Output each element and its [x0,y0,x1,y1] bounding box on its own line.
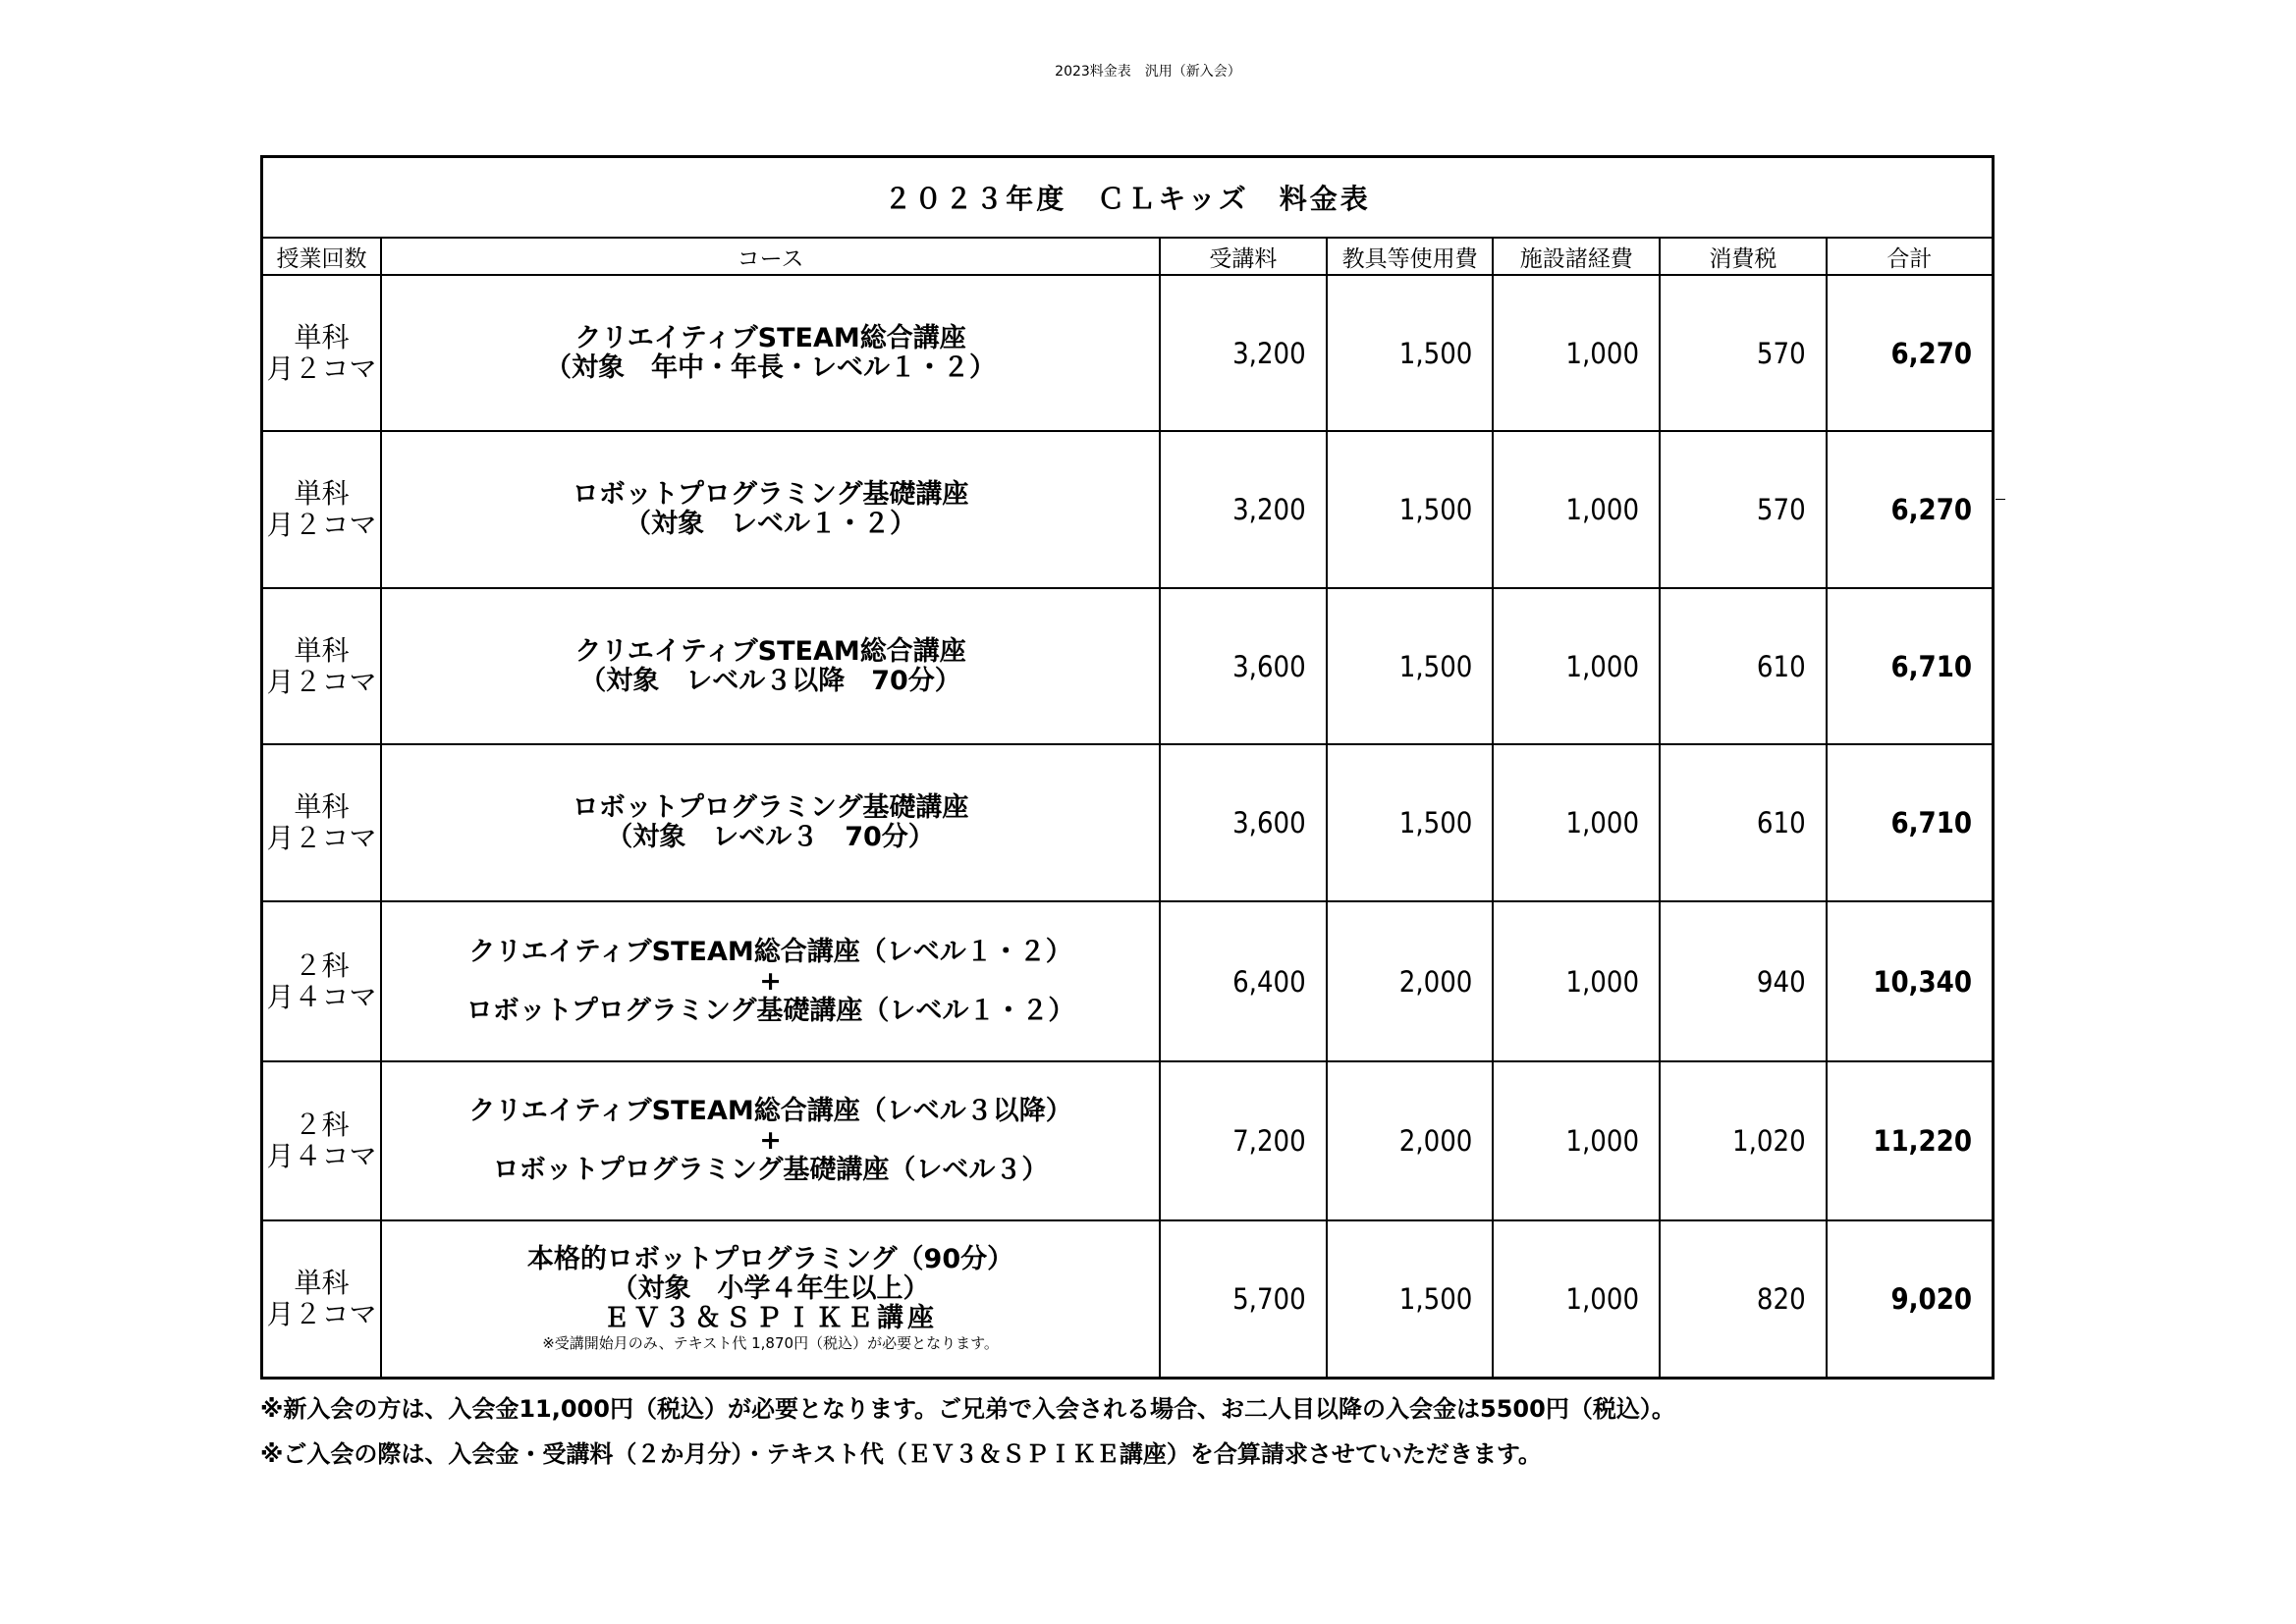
footnotes [260,1386,1675,1477]
footnote-enrollment-fee: ※新入会の方は、入会金11,000円（税込）が必要となります。ご兄弟で入会される場合、お二人目以降の入会金は5500円（税込）。 [260,1395,1675,1423]
sessions-cell [262,744,381,901]
sessions-type: 単科 [294,320,350,353]
course-cell [381,431,1160,588]
table-row [262,1220,1994,1378]
total-cell: 9,020 [1827,1220,1994,1378]
tuition-cell: 6,400 [1160,901,1327,1061]
course-cell [381,744,1160,901]
course-cell [381,1220,1160,1378]
tuition-cell: 3,200 [1160,431,1327,588]
materials-cell: 1,500 [1327,744,1494,901]
column-header-materials: 教具等使用費 [1327,238,1494,275]
page-header: 2023料金表 汎用（新入会） [1055,64,1241,80]
tax-cell: 610 [1660,588,1827,744]
sessions-cell [262,275,381,431]
sessions-cell [262,1220,381,1378]
footnote-billing: ※ご入会の際は、入会金・受講料（２か月分）・テキスト代（ＥＶ３＆ＳＰＩＫＥ講座）を合算請求させていただきます。 [260,1440,1542,1468]
column-header-course: コース [381,238,1160,275]
course-name: 本格的ロボットプログラミング（90分） [526,1243,1014,1274]
column-header-facility: 施設諸経費 [1493,238,1660,275]
total-cell: 11,220 [1827,1061,1994,1220]
total-cell: 6,710 [1827,744,1994,901]
course-cell [381,275,1160,431]
sessions-count: 月４コマ [266,1140,377,1172]
course-target: （対象 小学４年生以上） [611,1272,930,1304]
column-header-tuition: 受講料 [1160,238,1327,275]
materials-cell: 2,000 [1327,901,1494,1061]
course-cell [381,901,1160,1061]
total-cell: 6,270 [1827,431,1994,588]
total-cell: 6,710 [1827,588,1994,744]
course-name: ロボットプログラミング基礎講座 [572,479,969,510]
course-name: ロボットプログラミング基礎講座 [572,792,969,823]
tuition-cell: 7,200 [1160,1061,1327,1220]
course-plus: + [759,1125,782,1156]
sessions-count: 月２コマ [266,352,377,385]
sessions-cell [262,901,381,1061]
course-name: クリエイティブSTEAM総合講座 [574,322,966,353]
sessions-count: 月２コマ [266,665,377,698]
column-header-sessions: 授業回数 [262,238,381,275]
course-name-second: ロボットプログラミング基礎講座（レベル３） [492,1155,1049,1185]
course-name: クリエイティブSTEAM総合講座（レベル３以降） [468,1096,1072,1126]
facility-cell: 1,000 [1493,901,1660,1061]
tax-cell: 820 [1660,1220,1827,1378]
sessions-count: 月４コマ [266,980,377,1013]
fee-table [260,155,1995,1380]
total-cell: 10,340 [1827,901,1994,1061]
margin-mark [1995,499,2005,500]
sessions-type: 単科 [294,1266,350,1299]
materials-cell: 2,000 [1327,1061,1494,1220]
course-cell [381,588,1160,744]
course-target: （対象 年中・年長・レベル１・２） [545,352,997,383]
materials-cell: 1,500 [1327,431,1494,588]
sessions-cell [262,1061,381,1220]
tuition-cell: 5,700 [1160,1220,1327,1378]
sessions-cell [262,588,381,744]
materials-cell: 1,500 [1327,275,1494,431]
sessions-count: 月２コマ [266,822,377,854]
course-plus: + [759,965,782,997]
materials-cell: 1,500 [1327,1220,1494,1378]
tuition-cell: 3,600 [1160,744,1327,901]
table-row [262,1061,1994,1220]
course-target: （対象 レベル３ 70分） [606,822,935,852]
tax-cell: 940 [1660,901,1827,1061]
facility-cell: 1,000 [1493,275,1660,431]
table-row [262,588,1994,744]
course-target: （対象 レベル１・２） [625,509,917,539]
tuition-cell: 3,600 [1160,588,1327,744]
table-row [262,431,1994,588]
tax-cell: 570 [1660,431,1827,588]
course-name-second: ロボットプログラミング基礎講座（レベル１・２） [465,995,1075,1026]
sessions-cell [262,431,381,588]
total-cell: 6,270 [1827,275,1994,431]
materials-cell: 1,500 [1327,588,1494,744]
course-note: ※受講開始月のみ、テキスト代 1,870円（税込）が必要となります。 [542,1333,999,1352]
tax-cell: 570 [1660,275,1827,431]
facility-cell: 1,000 [1493,744,1660,901]
header-row [262,238,1994,275]
tax-cell: 1,020 [1660,1061,1827,1220]
table-title: ２０２３年度 ＣＬキッズ 料金表 [262,157,1994,239]
course-target: （対象 レベル３以降 70分） [579,665,961,696]
sessions-count: 月２コマ [266,1297,377,1330]
tax-cell: 610 [1660,744,1827,901]
sessions-type: ２科 [294,948,350,982]
course-name: クリエイティブSTEAM総合講座（レベル１・２） [468,936,1072,967]
column-header-tax: 消費税 [1660,238,1827,275]
sessions-type: 単科 [294,790,350,823]
course-cell [381,1061,1160,1220]
table-row [262,275,1994,431]
course-name: クリエイティブSTEAM総合講座 [574,635,966,667]
tuition-cell: 3,200 [1160,275,1327,431]
table-row [262,744,1994,901]
sessions-type: 単科 [294,633,350,667]
facility-cell: 1,000 [1493,431,1660,588]
column-header-total: 合計 [1827,238,1994,275]
facility-cell: 1,000 [1493,1220,1660,1378]
table-row [262,901,1994,1061]
course-subtitle: ＥＶ３＆ＳＰＩＫＥ講座 [603,1302,939,1333]
sessions-count: 月２コマ [266,509,377,541]
sessions-type: ２科 [294,1109,350,1141]
sessions-type: 単科 [294,477,350,510]
facility-cell: 1,000 [1493,1061,1660,1220]
facility-cell: 1,000 [1493,588,1660,744]
